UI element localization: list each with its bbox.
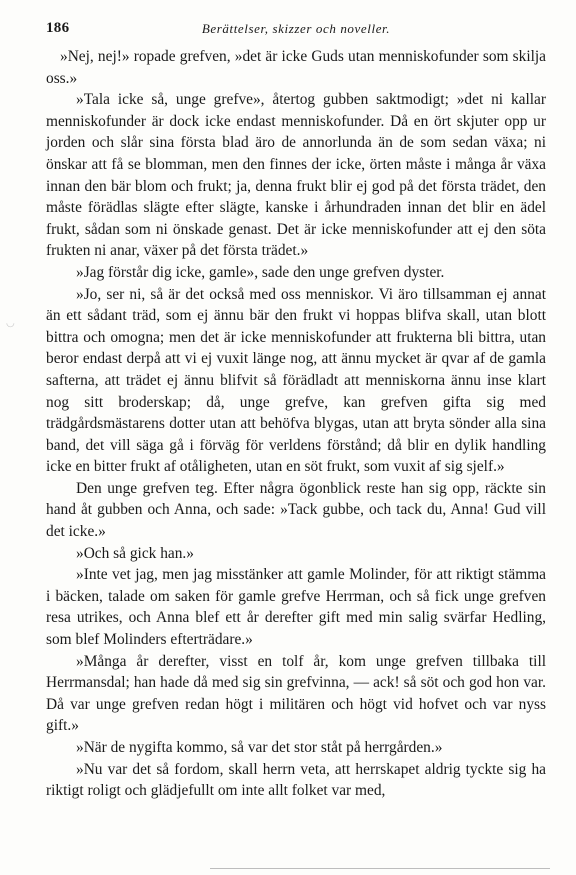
paragraph: »Inte vet jag, men jag misstänker att gamle Molinder, för att riktigt stämma i bäcken, talade om saken för gamle grefve Herrman, och så fick unge grefven resa utrikes, och Anna blef ett år derefter gift med min salig svärfar Hedling, som blef Molinders efterträdare.»: [46, 566, 546, 649]
paragraph: »Jag förstår dig icke, gamle», sade den unge grefven dyster.: [76, 263, 445, 281]
paragraph: Den unge grefven teg. Efter några ögonblick reste han sig opp, räckte sin hand åt gubben och Anna, och sade: »Tack gubbe, och tack du, Anna! Gud vill det icke.»: [46, 479, 546, 541]
margin-mark-icon: ◡: [6, 318, 15, 329]
paragraph: »Nej, nej!» ropade grefven, »det är icke Guds utan menniskofunder som skilja oss.»: [46, 48, 546, 87]
paragraph: »Jo, ser ni, så är det också med oss menniskor. Vi äro tillsamman ej annat än ett sådant träd, som ej ännu bär den frukt vi hoppas blifva skall, utan blott bittra och omogna; men det är icke menniskofunder att frukterna bli bittra, utan beror endast derpå att vi ej vuxit länge nog, att ännu mycket är qvar af de gamla safterna, att trädet ej ännu blifvit så förädladt att menniskorna ännu inse klart nog sitt broderskap; då, unge grefve, kan grefven gifta sig med trädgårdsmästarens dotter utan att behöfva blygas, utan att bryta sönder alla sina band, det vill säga gå i förväg för verldens förstånd; då blir en dylik handling icke en bitter frukt af otåligheten, utan en söt frukt, som vuxit af sig sjelf.»: [46, 285, 546, 476]
paragraph: »När de nygifta kommo, så var det stor ståt på herrgården.»: [76, 739, 443, 756]
page-number: 186: [46, 20, 70, 36]
running-title: Berättelser, skizzer och noveller.: [201, 21, 391, 36]
bottom-rule: [210, 868, 550, 869]
paragraph: »Många år derefter, visst en tolf år, kom unge grefven tillbaka till Herrmansdal; han hade då med sig sin grefvinna, — ack! så söt och god hon var. Då var unge grefven redan högt i militären och högt vid hofvet och var nyss gift.»: [46, 652, 546, 735]
page-header: [46, 20, 546, 40]
paragraph: »Tala icke så, unge grefve», återtog gubben saktmodigt; »det ni kallar menniskofunder är dock icke endast menniskofunder. Då en ört skjuter opp ur jorden och slår sina första blad äro de annorlunda än de som sedan växa; ni önskar att få se blomman, men den finnes der icke, örten måste i många år växa innan den bär blom och frukt; ja, denna frukt blir ej god på det första trädet, den måste förädlas slägte efter slägte, kanske i århundraden innan det blir en ädel frukt, sådan som ni önskade genast. Det är icke menniskofunder att ej den söta frukten ni anar, växer på det första trädet.»: [46, 91, 546, 260]
body-text: [46, 46, 546, 802]
paragraph: »Nu var det så fordom, skall herrn veta, att herrskapet aldrig tyckte sig ha riktigt roligt och glädjefullt om inte allt folket var med,: [46, 760, 546, 800]
paragraph: »Och så gick han.»: [76, 544, 194, 562]
